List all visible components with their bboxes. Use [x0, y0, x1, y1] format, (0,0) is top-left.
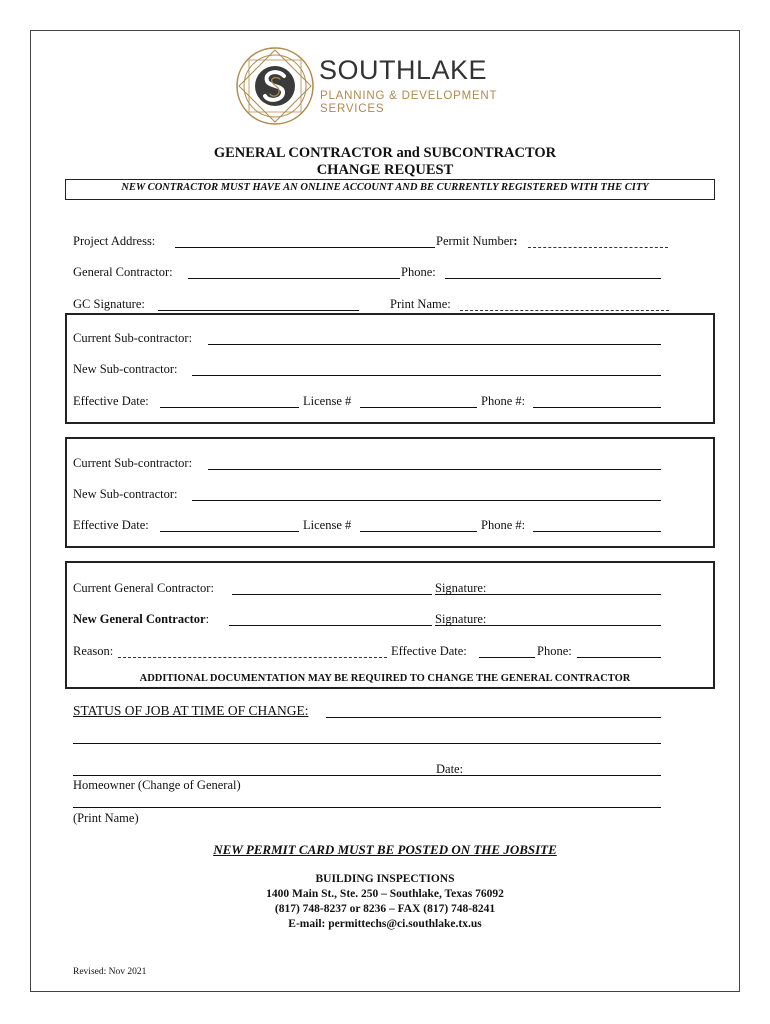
new-gc-signature-label: Signature: — [435, 612, 487, 626]
gc-signature-field[interactable] — [158, 310, 359, 311]
sub-phone-field-1[interactable] — [533, 407, 661, 408]
new-gc-phone-label: Phone: — [537, 644, 572, 658]
new-gc-signature-field[interactable] — [435, 625, 661, 626]
footer-address: 1400 Main St., Ste. 250 – Southlake, Texas 76092 — [266, 888, 504, 900]
license-field-2[interactable] — [360, 531, 477, 532]
reason-label: Reason: — [73, 644, 114, 658]
project-address-label: Project Address: — [73, 234, 156, 248]
current-gc-signature-field[interactable] — [435, 594, 661, 595]
new-sub-label-1: New Sub-contractor: — [73, 362, 178, 376]
permit-number-label: Permit Number: — [436, 234, 518, 248]
registration-notice: NEW CONTRACTOR MUST HAVE AN ONLINE ACCOUNT AND BE CURRENTLY REGISTERED WITH THE CITY — [121, 182, 649, 193]
effective-date-field-2[interactable] — [160, 531, 299, 532]
license-label-2: License # — [303, 518, 352, 532]
print-name-label: (Print Name) — [73, 811, 139, 825]
status-of-job-field[interactable] — [326, 717, 661, 718]
gc-print-name-field[interactable] — [460, 310, 669, 311]
form-title-line1: GENERAL CONTRACTOR and SUBCONTRACTOR — [213, 145, 557, 161]
additional-docs-note: ADDITIONAL DOCUMENTATION MAY BE REQUIRED TO CHANGE THE GENERAL CONTRACTOR — [139, 673, 631, 684]
footer-phone: (817) 748-8237 or 8236 – FAX (817) 748-8241 — [274, 903, 496, 915]
gc-print-name-label: Print Name: — [390, 297, 451, 311]
current-gc-field[interactable] — [232, 594, 432, 595]
southlake-seal-logo — [234, 45, 316, 127]
current-sub-field-1[interactable] — [208, 344, 661, 345]
current-sub-label-2: Current Sub-contractor: — [73, 456, 193, 470]
current-gc-signature-label: Signature: — [435, 581, 487, 595]
footer-department: BUILDING INSPECTIONS — [315, 873, 455, 885]
sub-phone-label-1: Phone #: — [481, 394, 526, 408]
new-gc-label: New General Contractor: — [73, 612, 210, 626]
brand-name: SOUTHLAKE — [319, 55, 488, 85]
sub-phone-label-2: Phone #: — [481, 518, 526, 532]
new-sub-label-2: New Sub-contractor: — [73, 487, 178, 501]
gc-phone-field[interactable] — [445, 278, 661, 279]
license-label-1: License # — [303, 394, 352, 408]
form-title-line2: CHANGE REQUEST — [316, 162, 454, 178]
current-sub-label-1: Current Sub-contractor: — [73, 331, 193, 345]
revised-date: Revised: Nov 2021 — [73, 967, 147, 977]
current-gc-label: Current General Contractor: — [73, 581, 214, 595]
effective-date-field-1[interactable] — [160, 407, 299, 408]
footer-email: E-mail: permittechs@ci.southlake.tx.us — [288, 918, 482, 930]
homeowner-signature-field[interactable] — [73, 775, 661, 776]
new-gc-field[interactable] — [229, 625, 432, 626]
homeowner-print-name-field[interactable] — [73, 807, 661, 808]
reason-field[interactable] — [118, 657, 387, 658]
gc-effective-date-label: Effective Date: — [391, 644, 467, 658]
new-sub-field-1[interactable] — [192, 375, 661, 376]
current-sub-field-2[interactable] — [208, 469, 661, 470]
brand-line2: SERVICES — [320, 103, 385, 115]
new-sub-field-2[interactable] — [192, 500, 661, 501]
homeowner-label: Homeowner (Change of General) — [73, 778, 241, 792]
permit-card-notice: NEW PERMIT CARD MUST BE POSTED ON THE JOBSITE — [213, 842, 557, 857]
effective-date-label-1: Effective Date: — [73, 394, 149, 408]
new-gc-phone-field[interactable] — [577, 657, 661, 658]
status-of-job-field-2[interactable] — [73, 743, 661, 744]
gc-phone-label: Phone: — [401, 265, 436, 279]
project-address-field[interactable] — [175, 247, 435, 248]
license-field-1[interactable] — [360, 407, 477, 408]
brand-line1: PLANNING & DEVELOPMENT — [320, 90, 498, 102]
status-of-job-label: STATUS OF JOB AT TIME OF CHANGE: — [73, 703, 309, 718]
permit-number-field[interactable] — [528, 247, 668, 248]
effective-date-label-2: Effective Date: — [73, 518, 149, 532]
general-contractor-field[interactable] — [188, 278, 400, 279]
general-contractor-label: General Contractor: — [73, 265, 173, 279]
gc-signature-label: GC Signature: — [73, 297, 145, 311]
homeowner-date-label: Date: — [436, 762, 464, 776]
gc-effective-date-field[interactable] — [479, 657, 535, 658]
sub-phone-field-2[interactable] — [533, 531, 661, 532]
